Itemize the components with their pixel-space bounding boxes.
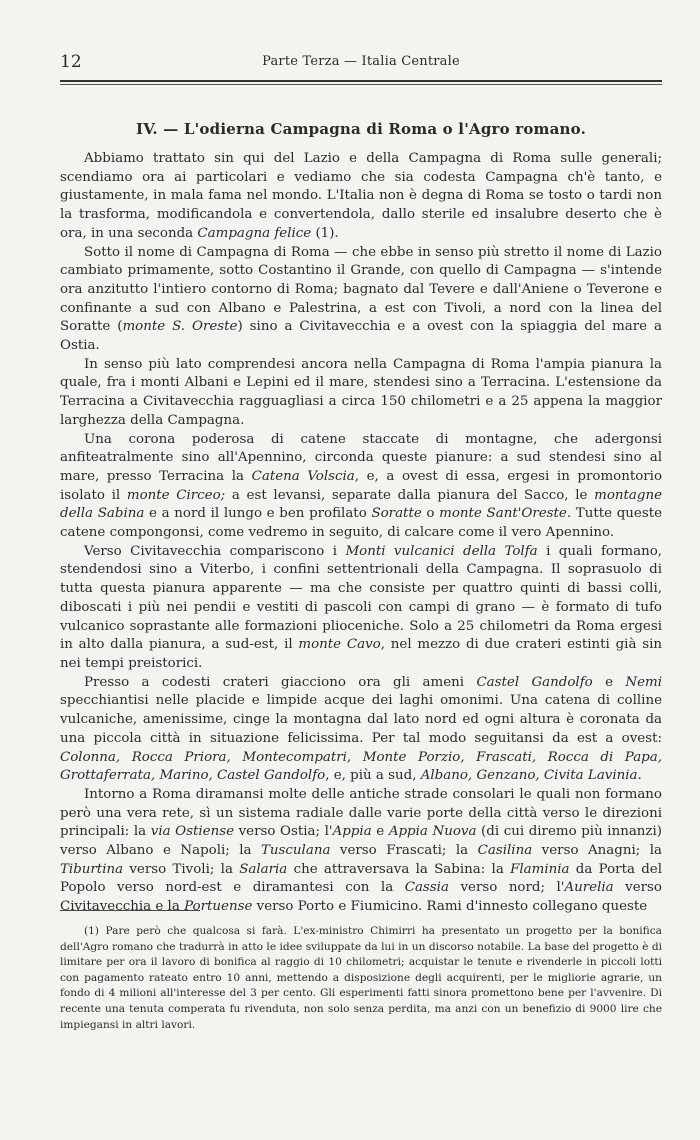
italic-run: Appia Nuova (388, 824, 477, 840)
italic-run: Casilina (477, 843, 533, 859)
text-run: (1). (311, 225, 339, 241)
text-run: , e, a ovest di essa, ergesi in promontorio isolato il (60, 468, 663, 503)
text-run: verso Ostia; l' (234, 824, 333, 840)
italic-run: Catena Volscia (251, 468, 355, 484)
page-number: 12 (60, 52, 82, 72)
italic-run: Tiburtina (60, 861, 124, 877)
text-run: . Tutte queste catene compongonsi, come vedremo in seguito, di calcare come il vero Apennino. (60, 506, 663, 541)
text-run: che attraversava la Sabina: la (287, 861, 511, 877)
italic-run: Tusculana (261, 843, 331, 859)
paragraph-5 (60, 543, 662, 674)
page-header (60, 52, 662, 76)
paragraph-1 (60, 150, 662, 244)
text-run: ) sino a Civitavecchia e a ovest con la spiaggia del mare a Ostia. (60, 319, 662, 354)
italic-run: Albano, Genzano, Civita Lavinia (420, 768, 638, 784)
text-run: verso Porto e Fiumicino. Rami d'innesto collegano queste (252, 899, 648, 915)
body-text (60, 150, 662, 917)
text-run: . (637, 768, 642, 784)
italic-run: Cassia (404, 880, 449, 896)
text-run: In senso più lato comprendesi ancora nella Campagna di Roma l'ampia pianura la quale, fra i monti Albani e Lepini ed il mare, stendesi sino a Terracina. L'estensione da Terracina a Civitavecchia ragguagliasi a circa 150 chilometri e a 25 appena la maggior larghezza della Campagna. (60, 356, 662, 428)
text-run: da Porta del Popolo verso nord-est e diramantesi con la (60, 861, 662, 896)
text-run: verso Civitavecchia e la (60, 880, 662, 915)
italic-run: monte S. Oreste (122, 319, 238, 335)
italic-run: monte Sant'Oreste (439, 506, 567, 522)
text-run: , e, più a sud, (325, 768, 421, 784)
text-run: , nel mezzo di due crateri estinti già sin nei tempi preistorici. (60, 637, 662, 671)
italic-run: Salaria (239, 861, 288, 877)
italic-run: Flaminia (510, 861, 570, 877)
italic-run: Colonna, Rocca Priora, Montecompatri, Monte Porzio, Frascati, Rocca di Papa, Grottaferrata, Marino, Castel Gandolfo (60, 749, 662, 784)
italic-run: Soratte (371, 506, 422, 522)
italic-run: Appia (332, 824, 372, 840)
italic-run: Castel Gandolfo (476, 674, 593, 690)
paragraph-4 (60, 431, 662, 543)
text-run: (di cui diremo più innanzi) verso Albano e Napoli; la (60, 824, 662, 859)
footnote-text: (1) Pare però che qualcosa si farà. L'ex-ministro Chimirri ha presentato un progetto per la bonifica dell'Agro romano che tradurrà in atto le idee sviluppate da lui in un discorso notabile. La base del progetto è di limitare per ora il lavoro di bonifica al raggio di 10 chilometri; acquistar le tenute e rivenderle in piccoli lotti con pagamento rateato entro 10 anni, mettendo a disposizione degli acquirenti, per le migliorie agrarie, un fondo di 4 milioni all'interesse del 3 per cento. Gli esperimenti fatti sinora promettono bene per l'avvenire. Di recente una tenuta comperata fu rivenduta, non solo senza perdita, ma anzi con un benefizio di 9000 lire che impiegansi in altri lavori. (60, 925, 662, 1031)
italic-run: monte Circeo; (126, 487, 226, 503)
text-run: verso nord; l' (448, 880, 565, 896)
text-run: e (592, 674, 626, 690)
header-rule-thin (60, 84, 662, 85)
text-run: o (421, 506, 440, 522)
text-run: Una corona poderosa di catene staccate di montagne, che adergonsi anfiteatralmente sino all'Apennino, circonda queste pianure: a sud stendesi sino al mare, presso Terracina la (60, 431, 662, 484)
header-rule (60, 80, 662, 82)
italic-run: via Ostiense (150, 824, 235, 840)
italic-run: monte Cavo (298, 637, 381, 653)
text-run: verso Anagni; la (532, 843, 662, 859)
italic-run: Nemi (625, 674, 663, 690)
text-run: e a nord il lungo e ben profilato (144, 506, 372, 522)
text-run: e (371, 824, 389, 840)
text-run: i quali formano, stendendosi sino a Viterbo, i confini settentrionali della Campagna. Il soprasuolo di tutta questa pianura apparente — ma che consiste per quattro quinti di bassi colli, diboscati i più nei pendii e vestiti di pascoli con campi di grano — è formato di tufo vulcanico soprastante alle formazioni plioceniche. Solo a 25 chilometri da Roma ergesi in alto dalla pianura, a sud-est, il (60, 543, 663, 653)
footnote-rule (60, 910, 200, 911)
text-run: specchiantisi nelle placide e limpide acque dei laghi omonimi. Una catena di colline vulcaniche, amenissime, cinge la montagna dal lato nord ed ogni altura è coronata da una piccola città in situazione felicissima. Per tal modo seguitansi da est a ovest: (60, 693, 662, 746)
italic-run: Campagna felice (197, 225, 312, 241)
text-run: verso Tivoli; la (123, 861, 240, 877)
text-run: Intorno a Roma diramansi molte delle antiche strade consolari le quali non formano però una vera rete, sì un sistema radiale dalle varie porte della città verso le direzioni principali: la (60, 786, 662, 840)
paragraph-3 (60, 356, 662, 431)
italic-run: Monti vulcanici della Tolfa (345, 543, 538, 559)
paragraph-6 (60, 674, 662, 786)
paragraph-7 (60, 786, 662, 917)
text-run: Sotto il nome di Campagna di Roma — che ebbe in senso più stretto il nome di Lazio cambiato primamente, sotto Costantino il Grande, con quello di Campagna — s'intende ora anzitutto l'intiero contorno di Roma; bagnato dal Tevere e dall'Aniene o Teverone e confinante a sud con Albano e Palestrina, a est con Tivoli, a nord con la linea del Soratte ( (60, 244, 662, 335)
text-run: Presso a codesti crateri giacciono ora gli ameni (84, 674, 477, 690)
italic-run: montagne della Sabina (60, 487, 662, 522)
text-run: a est levansi, separate dalla pianura del Sacco, le (225, 487, 595, 503)
footnote (60, 924, 662, 1033)
text-run: verso Frascati; la (330, 843, 478, 859)
text-run: Abbiamo trattato sin qui del Lazio e della Campagna di Roma sulle generali; scendiamo ora ai particolari e vediamo che sia codesta Campagna ch'è tanto, e giustamente, in mala fama nel mondo. L'Italia non è degna di Roma se tosto o tardi non la trasforma, modificandola e convertendola, dallo sterile ed insalubre deserto che è ora, in una seconda (60, 151, 662, 241)
running-title: Parte Terza — Italia Centrale (262, 54, 460, 69)
italic-run: Aurelia (564, 880, 614, 896)
text-run: Verso Civitavecchia compariscono i (84, 543, 346, 559)
italic-run: Portuense (184, 899, 253, 915)
paragraph-2 (60, 244, 662, 356)
chapter-title: IV. — L'odierna Campagna di Roma o l'Agro romano. (135, 120, 587, 138)
